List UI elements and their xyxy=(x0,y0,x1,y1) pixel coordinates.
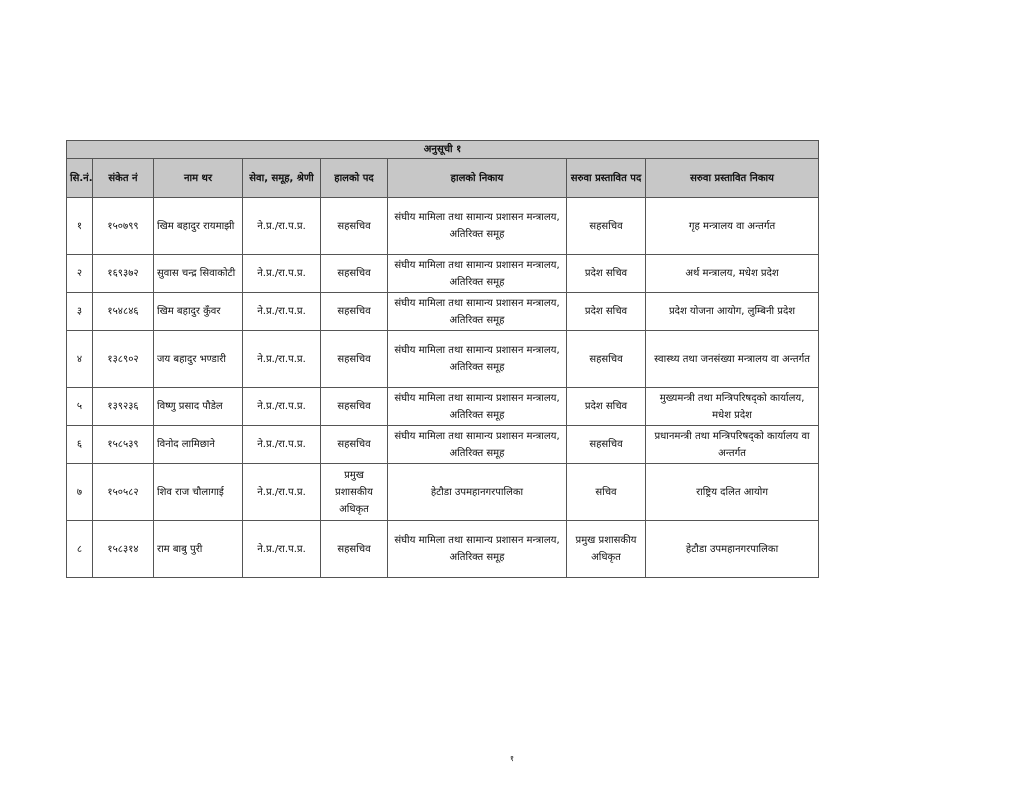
service-cell: ने.प्र./रा.प.प्र. xyxy=(243,255,321,293)
header-current-office: हालको निकाय xyxy=(388,159,567,198)
proposed-office-cell: प्रदेश योजना आयोग, लुम्बिनी प्रदेश xyxy=(646,293,819,331)
name-cell: शिव राज चौलागाई xyxy=(154,464,243,521)
proposed-post-cell: सचिव xyxy=(567,464,646,521)
proposed-post-cell: सहसचिव xyxy=(567,331,646,388)
current-post-cell: सहसचिव xyxy=(321,388,388,426)
proposed-office-cell: स्वास्थ्य तथा जनसंख्या मन्त्रालय वा अन्तर्गत xyxy=(646,331,819,388)
service-cell: ने.प्र./रा.प.प्र. xyxy=(243,331,321,388)
service-cell: ने.प्र./रा.प.प्र. xyxy=(243,388,321,426)
current-post-cell: प्रमुख प्रशासकीय अधिकृत xyxy=(321,464,388,521)
current-office-cell: संघीय मामिला तथा सामान्य प्रशासन मन्त्रालय, अतिरिक्त समूह xyxy=(388,293,567,331)
current-office-cell: संघीय मामिला तथा सामान्य प्रशासन मन्त्रालय, अतिरिक्त समूह xyxy=(388,388,567,426)
name-cell: सुवास चन्द्र सिवाकोटी xyxy=(154,255,243,293)
header-current-post: हालको पद xyxy=(321,159,388,198)
header-name: नाम थर xyxy=(154,159,243,198)
name-cell: राम बाबु पुरी xyxy=(154,521,243,578)
sn-cell: ८ xyxy=(67,521,93,578)
current-post-cell: सहसचिव xyxy=(321,255,388,293)
proposed-office-cell: हेटौडा उपमहानगरपालिका xyxy=(646,521,819,578)
header-service: सेवा, समूह, श्रेणी xyxy=(243,159,321,198)
code-cell: १३९२३६ xyxy=(93,388,154,426)
sn-cell: ३ xyxy=(67,293,93,331)
table-row xyxy=(67,255,819,293)
current-office-cell: संघीय मामिला तथा सामान्य प्रशासन मन्त्रालय, अतिरिक्त समूह xyxy=(388,331,567,388)
name-cell: जय बहादुर भण्डारी xyxy=(154,331,243,388)
table-title: अनुसूची १ xyxy=(67,141,819,159)
proposed-post-cell: प्रमुख प्रशासकीय अधिकृत xyxy=(567,521,646,578)
proposed-post-cell: सहसचिव xyxy=(567,426,646,464)
name-cell: खिम बहादुर कुँवर xyxy=(154,293,243,331)
current-office-cell: हेटौडा उपमहानगरपालिका xyxy=(388,464,567,521)
code-cell: १६९३७२ xyxy=(93,255,154,293)
current-post-cell: सहसचिव xyxy=(321,521,388,578)
name-cell: खिम बहादुर रायमाझी xyxy=(154,198,243,255)
page-number: १ xyxy=(509,754,515,763)
code-cell: १५४८४६ xyxy=(93,293,154,331)
table-row xyxy=(67,331,819,388)
code-cell: १५८३१४ xyxy=(93,521,154,578)
code-cell: १३८९०२ xyxy=(93,331,154,388)
current-office-cell: संघीय मामिला तथा सामान्य प्रशासन मन्त्रालय, अतिरिक्त समूह xyxy=(388,255,567,293)
code-cell: १५०५८२ xyxy=(93,464,154,521)
sn-cell: २ xyxy=(67,255,93,293)
current-post-cell: सहसचिव xyxy=(321,331,388,388)
proposed-post-cell: प्रदेश सचिव xyxy=(567,388,646,426)
table-row xyxy=(67,388,819,426)
table-row xyxy=(67,426,819,464)
proposed-post-cell: प्रदेश सचिव xyxy=(567,255,646,293)
sn-cell: ४ xyxy=(67,331,93,388)
current-post-cell: सहसचिव xyxy=(321,426,388,464)
current-post-cell: सहसचिव xyxy=(321,198,388,255)
service-cell: ने.प्र./रा.प.प्र. xyxy=(243,293,321,331)
sn-cell: १ xyxy=(67,198,93,255)
header-proposed-post: सरुवा प्रस्तावित पद xyxy=(567,159,646,198)
service-cell: ने.प्र./रा.प.प्र. xyxy=(243,426,321,464)
sn-cell: ५ xyxy=(67,388,93,426)
service-cell: ने.प्र./रा.प.प्र. xyxy=(243,521,321,578)
sn-cell: ७ xyxy=(67,464,93,521)
proposed-office-cell: मुख्यमन्त्री तथा मन्त्रिपरिषद्को कार्यालय, मधेश प्रदेश xyxy=(646,388,819,426)
current-office-cell: संघीय मामिला तथा सामान्य प्रशासन मन्त्रालय, अतिरिक्त समूह xyxy=(388,521,567,578)
header-code: संकेत नं xyxy=(93,159,154,198)
proposed-office-cell: गृह मन्त्रालय वा अन्तर्गत xyxy=(646,198,819,255)
proposed-office-cell: अर्थ मन्त्रालय, मधेश प्रदेश xyxy=(646,255,819,293)
table-row xyxy=(67,293,819,331)
service-cell: ने.प्र./रा.प.प्र. xyxy=(243,464,321,521)
current-office-cell: संघीय मामिला तथा सामान्य प्रशासन मन्त्रालय, अतिरिक्त समूह xyxy=(388,198,567,255)
name-cell: विष्णु प्रसाद पौडेल xyxy=(154,388,243,426)
service-cell: ने.प्र./रा.प.प्र. xyxy=(243,198,321,255)
code-cell: १५८५३९ xyxy=(93,426,154,464)
table-body xyxy=(67,198,819,578)
current-office-cell: संघीय मामिला तथा सामान्य प्रशासन मन्त्रालय, अतिरिक्त समूह xyxy=(388,426,567,464)
annex-table xyxy=(66,140,819,578)
current-post-cell: सहसचिव xyxy=(321,293,388,331)
name-cell: विनोद लामिछाने xyxy=(154,426,243,464)
proposed-office-cell: प्रधानमन्त्री तथा मन्त्रिपरिषद्को कार्यालय वा अन्तर्गत xyxy=(646,426,819,464)
table-row xyxy=(67,464,819,521)
table-row xyxy=(67,198,819,255)
sn-cell: ६ xyxy=(67,426,93,464)
proposed-post-cell: सहसचिव xyxy=(567,198,646,255)
header-sn: सि.नं. xyxy=(67,159,93,198)
table-row xyxy=(67,521,819,578)
proposed-office-cell: राष्ट्रिय दलित आयोग xyxy=(646,464,819,521)
header-proposed-office: सरुवा प्रस्तावित निकाय xyxy=(646,159,819,198)
code-cell: १५०७९९ xyxy=(93,198,154,255)
proposed-post-cell: प्रदेश सचिव xyxy=(567,293,646,331)
